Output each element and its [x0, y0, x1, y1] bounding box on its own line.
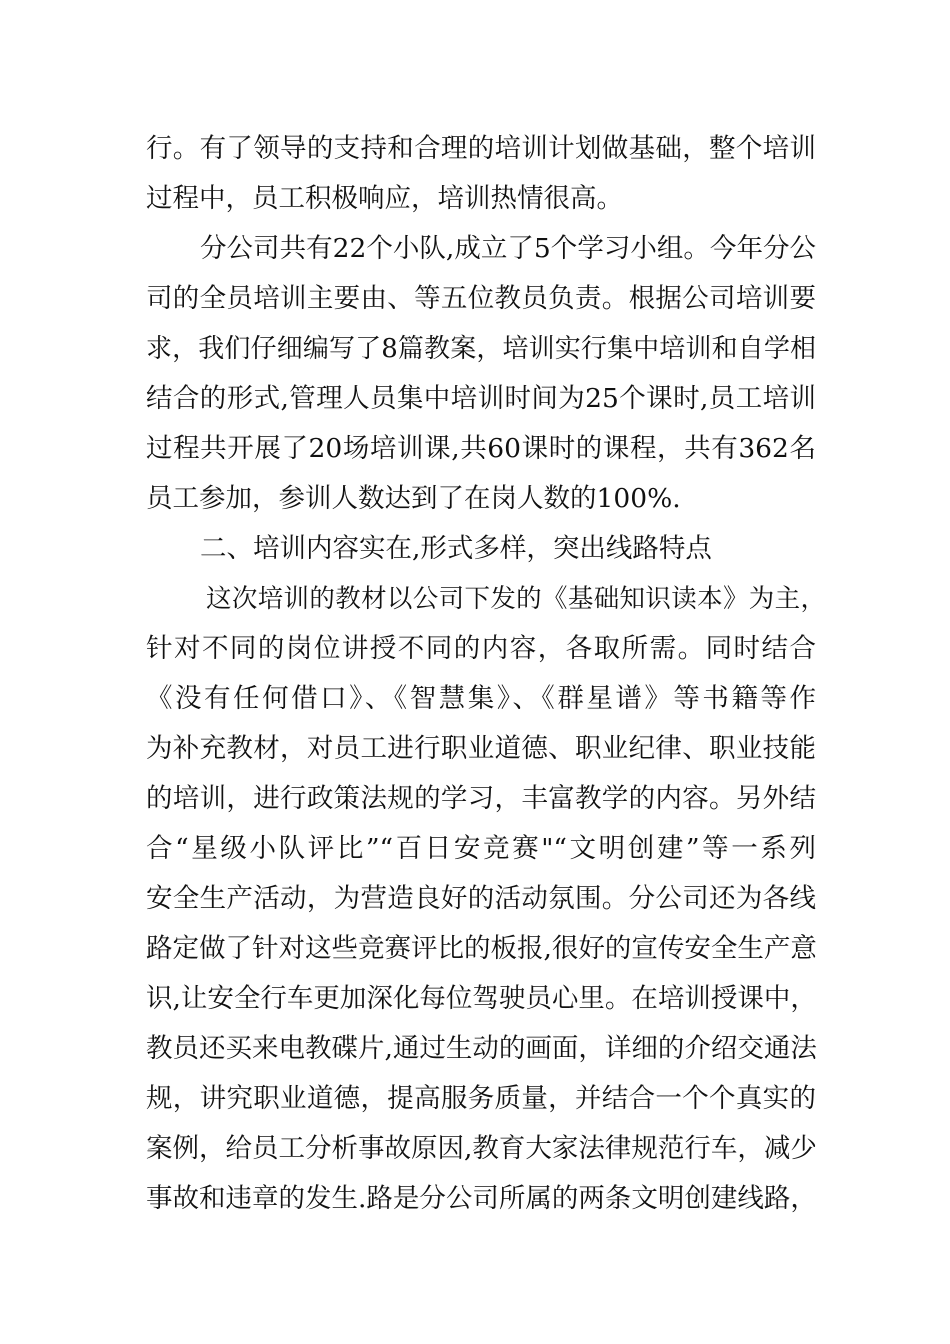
text-line: 过程中，员工积极响应，培训热情很高。	[146, 183, 623, 214]
text-line: 安全生产活动，为营造良好的活动氛围。分公司还为各线	[146, 883, 816, 914]
text-line: 针对不同的岗位讲授不同的内容，各取所需。同时结合	[146, 633, 816, 664]
text-line: 教员还买来电教碟片,通过生动的画面，详细的介绍交通法	[146, 1033, 817, 1064]
text-line: 的培训，进行政策法规的学习，丰富教学的内容。另外结	[146, 783, 816, 814]
text-line: 司的全员培训主要由、等五位教员负责。根据公司培训要	[146, 283, 816, 314]
text-line: 事故和违章的发生.路是分公司所属的两条文明创建线路，	[146, 1183, 817, 1214]
text-line: 过程共开展了20场培训课,共60课时的课程，共有362名	[146, 433, 816, 464]
text-line: 结合的形式,管理人员集中培训时间为25个课时,员工培训	[146, 383, 816, 414]
text-line: 规，讲究职业道德，提高服务质量，并结合一个个真实的	[146, 1083, 816, 1114]
text-line: 员工参加，参训人数达到了在岗人数的100%.	[146, 483, 681, 514]
text-line: 《没有任何借口》、《智慧集》、《群星谱》等书籍等作	[146, 683, 816, 714]
text-line: 路定做了针对这些竞赛评比的板报,很好的宣传安全生产意	[146, 933, 817, 964]
text-line: 合“星级小队评比”“百日安竞赛"“文明创建”等一系列	[146, 833, 816, 864]
text-line: 分公司共有22个小队,成立了5个学习小组。今年分公	[200, 233, 816, 264]
text-line: 这次培训的教材以公司下发的《基础知识读本》为主，	[206, 584, 826, 614]
text-line: 案例，给员工分析事故原因,教育大家法律规范行车，减少	[146, 1133, 817, 1164]
text-line: 识,让安全行车更加深化每位驾驶员心里。在培训授课中，	[146, 983, 817, 1014]
text-line: 求，我们仔细编写了8篇教案，培训实行集中培训和自学相	[146, 334, 816, 364]
section-heading: 二、培训内容实在,形式多样，突出线路特点	[200, 533, 712, 564]
text-line: 为补充教材，对员工进行职业道德、职业纪律、职业技能	[146, 733, 816, 764]
text-line: 行。有了领导的支持和合理的培训计划做基础，整个培训	[146, 133, 816, 164]
